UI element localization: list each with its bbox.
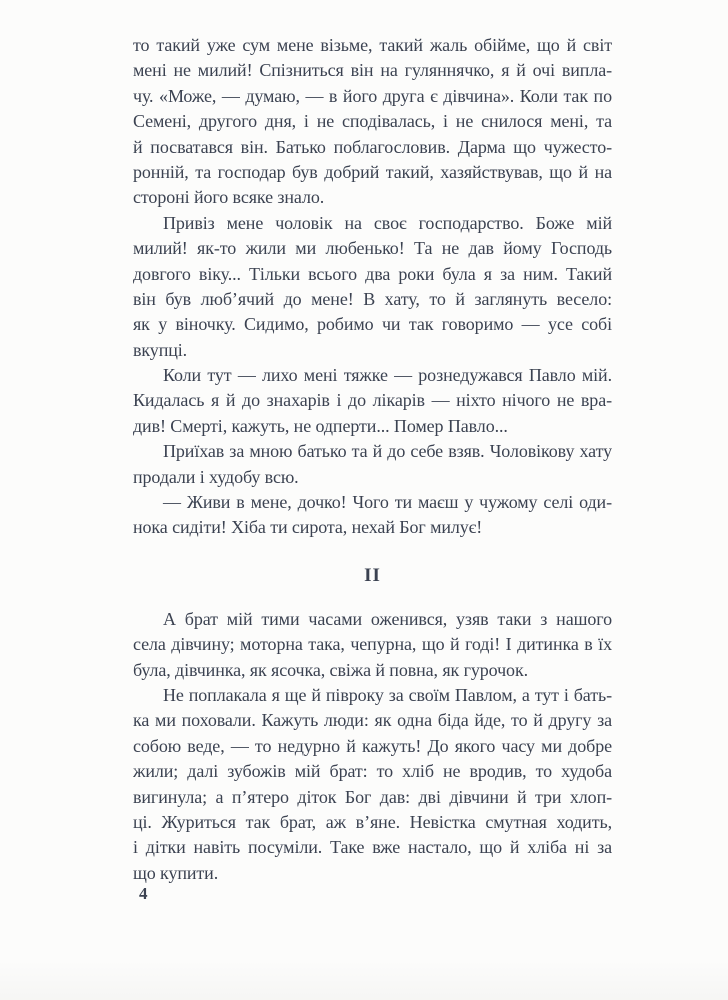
text-line: вигинула; а п’ятеро діток Бог дав: дві дівчини й три хлоп- xyxy=(133,786,612,807)
paragraph xyxy=(133,211,612,363)
paragraph xyxy=(133,683,612,886)
text-line: села дівчину; моторна така, чепурна, що й годі! І дитинка в їх xyxy=(133,634,612,655)
paragraph xyxy=(133,439,612,490)
text-line: довгого віку... Тільки всього два роки була я за ним. Такий xyxy=(133,263,612,284)
text-line: нока сидіти! Хіба ти сирота, нехай Бог милує! xyxy=(133,517,483,538)
text-line: чу. «Може, — думаю, — в його друга є дівчина». Коли так по xyxy=(133,85,612,106)
text-line: Коли тут — лихо мені тяжке — рознедужався Павло мій. xyxy=(163,365,612,386)
paragraph xyxy=(133,33,612,211)
text-line: й посватався він. Батько поблагословив. Дарма що чужесто- xyxy=(133,136,612,157)
text-column xyxy=(133,33,612,886)
text-line: ронній, та господар був добрий такий, хазяйствував, що й на xyxy=(133,161,612,182)
text-line: і дітки навіть посуміли. Таке вже настало, що й хліба ні за xyxy=(133,837,612,858)
text-line: жили; далі зубожів мій брат: то хліб не вродив, то худоба xyxy=(133,761,612,782)
text-line: ці. Журиться так брат, аж в’яне. Невістка смутная ходить, xyxy=(133,811,612,832)
text-line: стороні його всяке знало. xyxy=(133,187,325,208)
text-line: вкупці. xyxy=(133,339,188,360)
text-line: що купити. xyxy=(133,862,219,883)
text-line: собою веде, — то недурно й кажуть! До якого часу ми добре xyxy=(133,735,612,756)
text-line: як у віночку. Сидимо, робимо чи так говоримо — усе собі xyxy=(133,314,612,335)
text-line: Приїхав за мною батько та й до себе взяв. Чоловікову хату xyxy=(163,441,612,462)
paragraph xyxy=(133,607,612,683)
text-line: ка ми поховали. Кажуть люди: як одна біда йде, то й другу за xyxy=(133,710,612,731)
text-line: він був люб’ячий до мене! В хату, то й заглянуть весело: xyxy=(133,288,612,309)
text-line: була, дівчинка, як ясочка, свіжа й повна, як гурочок. xyxy=(133,659,528,680)
paragraph xyxy=(133,363,612,439)
text-line: Не поплакала я ще й півроку за своїм Павлом, а тут і бать- xyxy=(163,684,612,705)
text-line: Привіз мене чоловік на своє господарство. Боже мій xyxy=(163,212,612,233)
text-line: — Живи в мене, дочко! Чого ти маєш у чужому селі оди- xyxy=(163,492,612,513)
text-line: див! Смерті, кажуть, не одперти... Помер Павло... xyxy=(133,415,508,436)
text-line: А брат мій тими часами оженився, узяв таки з нашого xyxy=(163,608,612,629)
section-paragraphs xyxy=(133,607,612,886)
text-line: милий! як-то жили ми любенько! Та не дав йому Господь xyxy=(133,238,612,259)
text-line: продали і худобу всю. xyxy=(133,466,299,487)
text-line: Семені, другого дня, і не сподівалась, і не снилося мені, та xyxy=(133,111,612,132)
text-line: Кидалась я й до знахарів і до лікарів — ніхто нічого не вра- xyxy=(133,390,612,411)
text-line: мені не милий! Спізниться він на гуляннячко, я й очі випла- xyxy=(133,60,612,81)
section-heading: II xyxy=(364,564,381,586)
paragraph xyxy=(133,490,612,541)
text-line: то такий уже сум мене візьме, такий жаль обійме, що й світ xyxy=(133,35,612,55)
page-number: 4 xyxy=(139,884,148,903)
continued-paragraphs xyxy=(133,33,612,541)
